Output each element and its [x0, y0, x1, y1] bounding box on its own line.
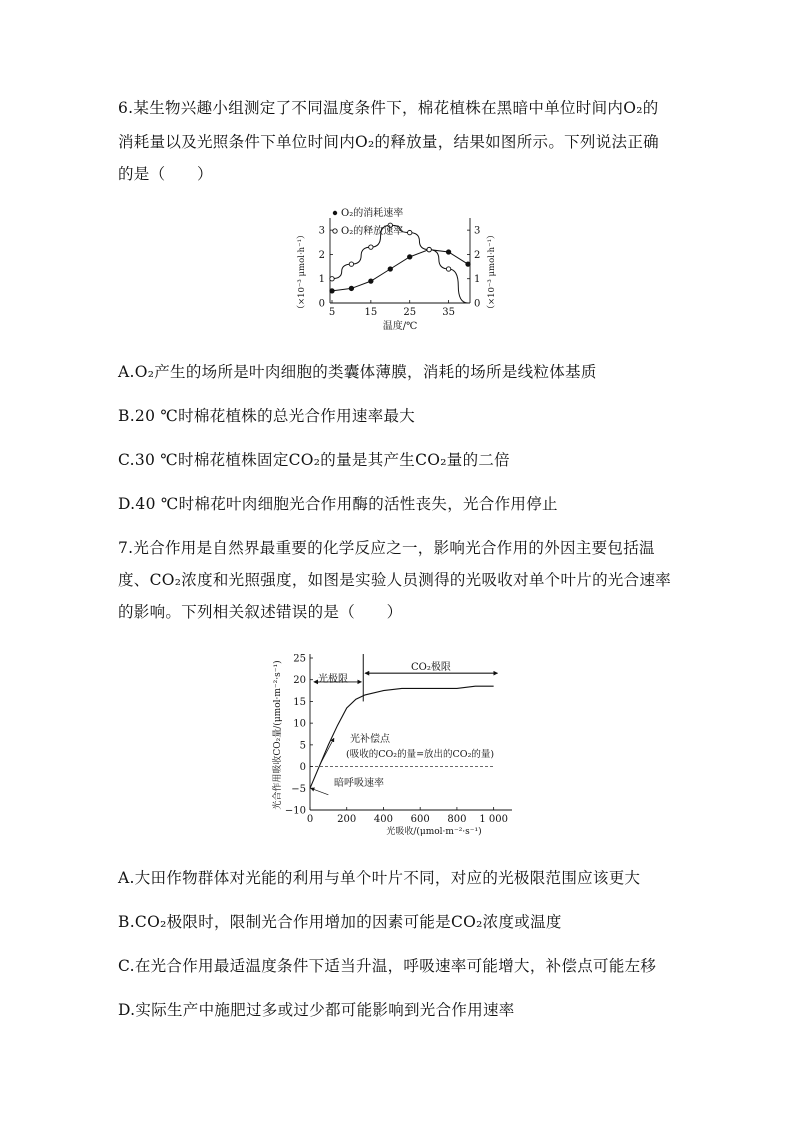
y-tick-label-left: 0 [318, 298, 325, 310]
q6-option-d: D.40 ℃时棉花叶肉细胞光合作用酶的活性丧失，光合作用停止 [118, 495, 558, 513]
annotation-light-limited: 光极限 [318, 674, 348, 685]
x-tick-label: 400 [373, 814, 394, 825]
x-tick-label: 800 [447, 814, 467, 825]
x-tick-label: 5 [328, 307, 336, 318]
y-tick-label-left: 3 [318, 225, 325, 237]
x-tick-label: 35 [442, 307, 455, 318]
light-absorption-chart [266, 640, 530, 840]
y-tick-label: 25 [293, 653, 306, 665]
data-point-release [446, 267, 450, 271]
legend-release: O₂的释放速率 [341, 226, 404, 237]
y-axis-label-left: （×10⁻³ μmol·h⁻¹） [297, 230, 307, 314]
annotation-compensation-title: 光补偿点 [350, 734, 390, 745]
dark-respiration-pointer [311, 788, 328, 795]
data-point-release [369, 245, 373, 249]
x-tick-label: 15 [364, 307, 378, 318]
x-tick-label: 200 [337, 814, 357, 825]
temperature-o2-chart [290, 200, 510, 340]
data-point-consumption [388, 267, 392, 271]
q7-option-a: A.大田作物群体对光能的利用与单个叶片不同，对应的光极限范围应该更大 [118, 869, 641, 887]
co2-uptake-curve [310, 686, 494, 788]
q7-option-b: B.CO₂极限时，限制光合作用增加的因素可能是CO₂浓度或温度 [118, 913, 562, 931]
data-point-consumption [349, 286, 353, 290]
y-tick-label-right: 1 [474, 274, 481, 286]
y-tick-label: 5 [299, 740, 306, 752]
y-tick-label-right: 0 [474, 298, 481, 310]
q7-stem-line3: 的影响。下列相关叙述错误的是（ ） [118, 603, 403, 621]
x-tick-label: 25 [403, 307, 417, 318]
compensation-pointer [320, 738, 334, 764]
q6-stem-line2: 消耗量以及光照条件下单位时间内O₂的释放量，结果如图所示。下列说法正确 [118, 133, 659, 151]
x-tick-label: 0 [306, 814, 314, 825]
data-point-consumption [330, 289, 334, 293]
y-tick-label: 10 [293, 718, 306, 730]
q7-stem-line2: 度、CO₂浓度和光照强度，如图是实验人员测得的光吸收对单个叶片的光合速率 [118, 571, 672, 589]
annotation-compensation-note: (吸收的CO₂的量=放出的CO₂的量) [346, 749, 495, 760]
data-point-release [427, 247, 431, 251]
data-point-release [349, 262, 353, 266]
y-tick-label: −5 [291, 783, 306, 795]
q6-stem-line1: 6.某生物兴趣小组测定了不同温度条件下，棉花植株在黑暗中单位时间内O₂的 [118, 99, 659, 117]
y-tick-label-right: 2 [474, 249, 481, 261]
y-axis-label: 光合作用吸收CO₂量/(μmol·m⁻²·s⁻¹) [273, 660, 283, 810]
q7-stem-line1: 7.光合作用是自然界最重要的化学反应之一，影响光合作用的外因主要包括温 [118, 539, 655, 557]
y-tick-label-left: 2 [318, 249, 325, 261]
x-axis-label: 光吸收/(μmol·m⁻²·s⁻¹) [386, 827, 482, 837]
annotation-dark-respiration: 暗呼吸速率 [334, 778, 384, 789]
q6-stem-line3: 的是（ ） [118, 165, 213, 183]
q6-option-a: A.O₂产生的场所是叶肉细胞的类囊体薄膜，消耗的场所是线粒体基质 [118, 363, 597, 381]
data-point-consumption [408, 255, 412, 259]
q6-option-b: B.20 ℃时棉花植株的总光合作用速率最大 [118, 407, 416, 425]
x-tick-label: 600 [410, 814, 430, 825]
legend-consumption: O₂的消耗速率 [341, 208, 404, 219]
data-point-consumption [369, 279, 373, 283]
y-axis-label-right: （×10⁻³ μmol·h⁻¹） [487, 230, 497, 314]
data-point-release [330, 277, 334, 281]
y-tick-label-right: 3 [474, 225, 481, 237]
legend-marker-consumption [333, 211, 337, 215]
data-point-consumption [446, 250, 450, 254]
q7-option-c: C.在光合作用最适温度条件下适当升温，呼吸速率可能增大，补偿点可能左移 [118, 957, 657, 975]
y-tick-label: −10 [284, 805, 306, 817]
y-tick-label-left: 1 [318, 274, 325, 286]
y-tick-label: 20 [293, 675, 306, 687]
q7-option-d: D.实际生产中施肥过多或过少都可能影响到光合作用速率 [118, 1001, 515, 1019]
annotation-co2-limited: CO₂极限 [411, 662, 451, 673]
y-tick-label: 15 [293, 696, 306, 708]
data-point-consumption [466, 262, 470, 266]
y-tick-label: 0 [299, 762, 306, 774]
x-tick-label: 1 000 [479, 814, 508, 825]
q6-option-c: C.30 ℃时棉花植株固定CO₂的量是其产生CO₂量的二倍 [118, 451, 510, 469]
data-point-release [408, 230, 412, 234]
x-axis-label: 温度/℃ [382, 321, 418, 332]
legend-marker-release [333, 229, 337, 233]
